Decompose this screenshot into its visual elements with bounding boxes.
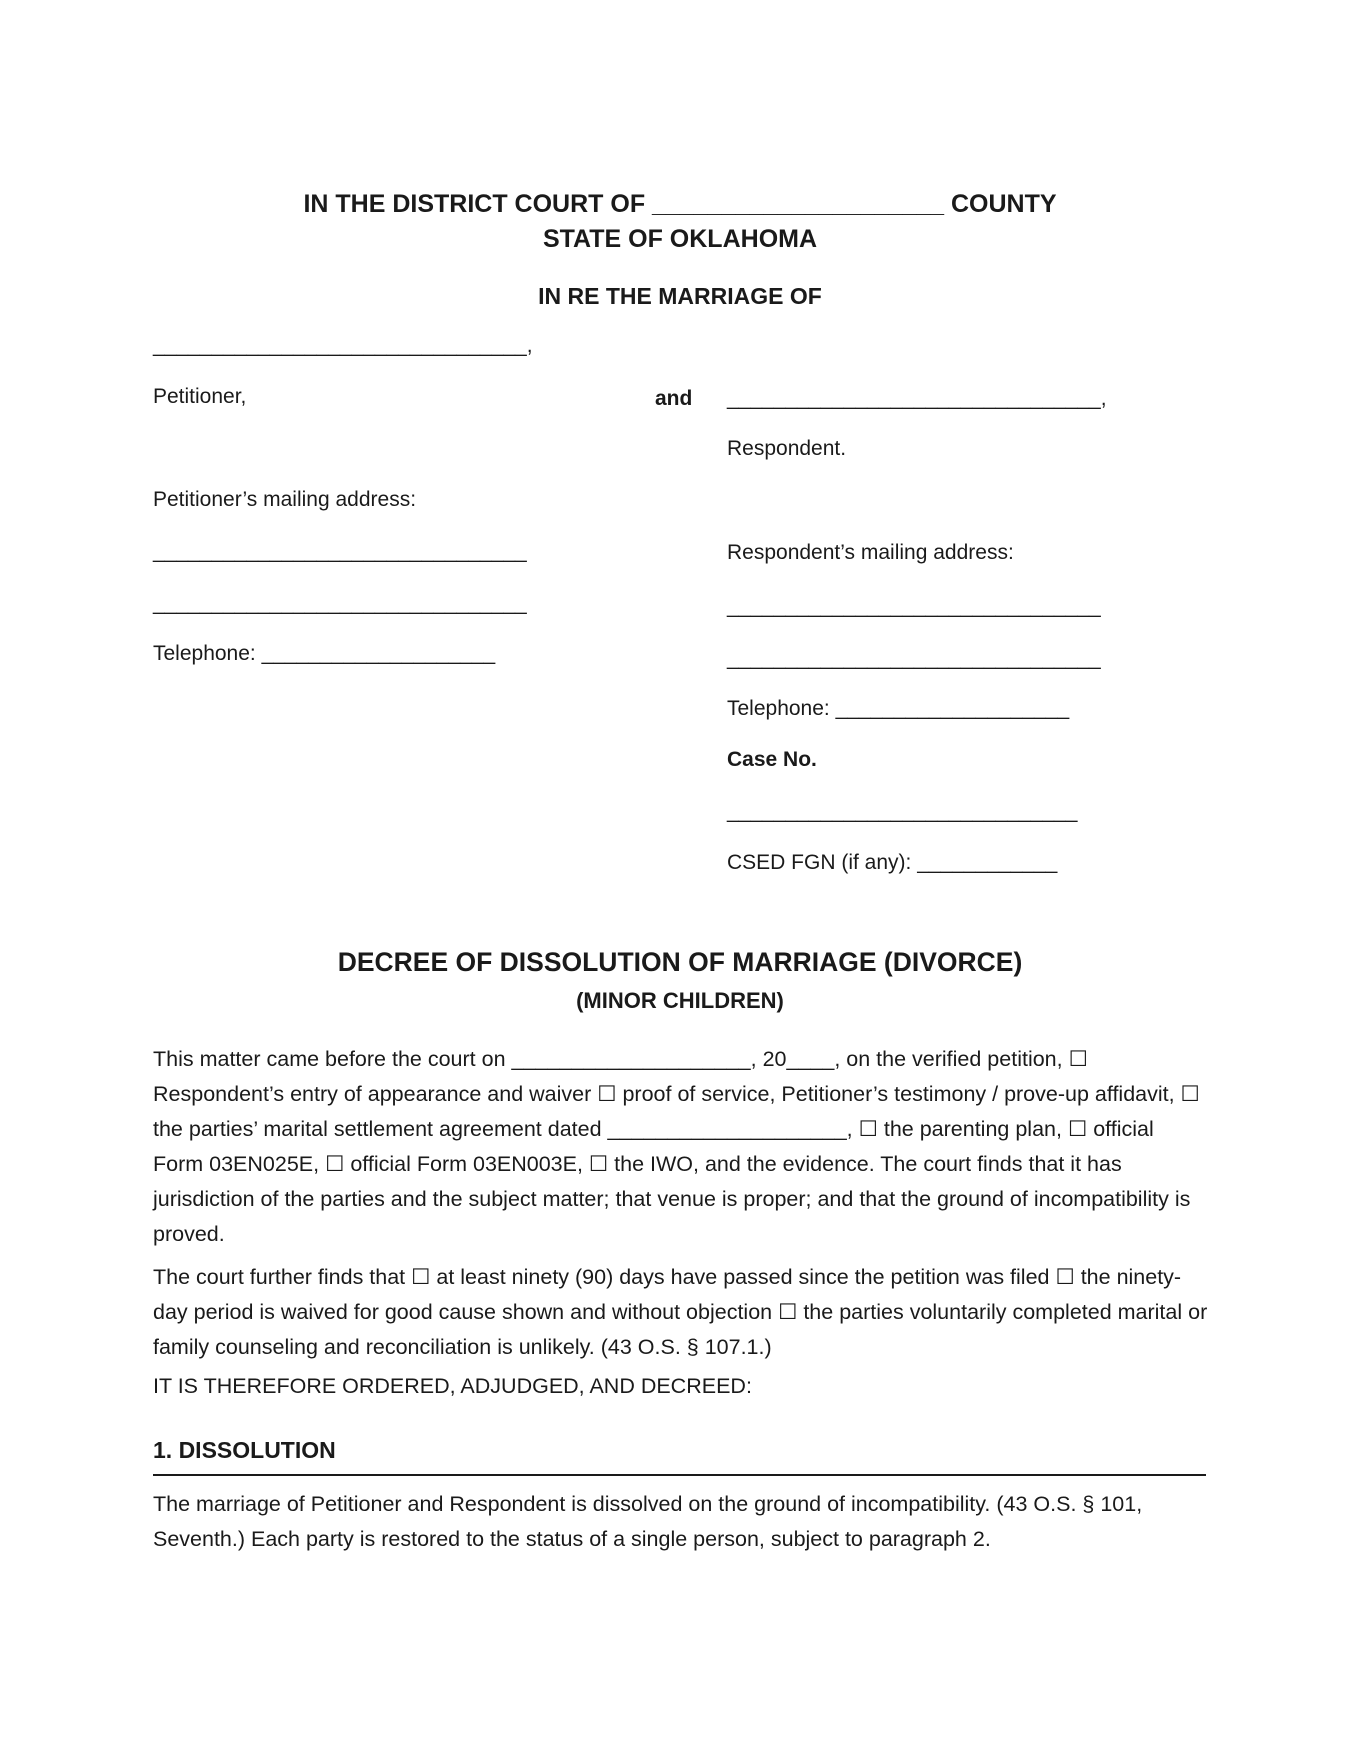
- respondent-telephone-field[interactable]: Telephone: ____________________: [727, 697, 1070, 720]
- ordered-statement: IT IS THEREFORE ORDERED, ADJUDGED, AND DECREED:: [153, 1374, 752, 1398]
- and-label: and: [655, 387, 693, 410]
- waiting-period-paragraph: The court further finds that ☐ at least ninety (90) days have passed since the petition was filed ☐ the ninety-day period is waived for good cause shown and without objection ☐ the parties voluntarily completed marital or family counseling and reconciliation is unlikely. (43 O.S. § 107.1.): [153, 1265, 1208, 1359]
- petitioner-address-line-2[interactable]: ________________________________: [153, 592, 527, 615]
- state-heading: STATE OF OKLAHOMA: [542, 225, 818, 253]
- respondent-address-line-2[interactable]: ________________________________: [727, 647, 1101, 670]
- case-number-label: Case No.: [727, 748, 817, 771]
- petitioner-telephone-field[interactable]: Telephone: ____________________: [153, 642, 496, 665]
- petitioner-address-line-1[interactable]: ________________________________: [153, 540, 527, 563]
- section-divider: [153, 1474, 1206, 1476]
- petitioner-label: Petitioner,: [153, 385, 247, 408]
- section-1-text: The marriage of Petitioner and Respondent is dissolved on the ground of incompatibility. (43 O.S. § 101, Seventh.) Each party is restored to the status of a single person, subject to paragraph 2.: [153, 1492, 1143, 1551]
- section-1-heading: 1. DISSOLUTION: [153, 1437, 336, 1463]
- decree-subtitle: (MINOR CHILDREN): [576, 988, 784, 1013]
- petitioner-address-label: Petitioner’s mailing address:: [153, 488, 417, 511]
- respondent-name-field[interactable]: ________________________________,: [727, 387, 1107, 410]
- findings-paragraph: This matter came before the court on ____________________, 20____, on the verified petition, ☐ Respondent’s entry of appearance and waiver ☐ proof of service, Petitioner’s testimony / prove-up affidavit, ☐ the parties’ marital settlement agreement dated ____________________, ☐ the parenting plan, ☐ official Form 03EN025E, ☐ official Form 03EN003E, ☐ the IWO, and the evidence. The court finds that it has jurisdiction of the parties and the subject matter; that venue is proper; and that the ground of incompatibility is proved.: [153, 1047, 1200, 1246]
- court-heading: IN THE DISTRICT COURT OF _____________________ COUNTY: [303, 190, 1057, 218]
- csed-fgn-field[interactable]: CSED FGN (if any): ____________: [727, 851, 1058, 874]
- respondent-address-label: Respondent’s mailing address:: [727, 541, 1014, 564]
- respondent-label: Respondent.: [727, 437, 847, 460]
- decree-title: DECREE OF DISSOLUTION OF MARRIAGE (DIVORCE): [337, 947, 1023, 977]
- case-number-field[interactable]: ______________________________: [727, 800, 1078, 823]
- petitioner-name-field[interactable]: ________________________________,: [153, 334, 533, 357]
- respondent-address-line-1[interactable]: ________________________________: [727, 595, 1101, 618]
- in-re-heading: IN RE THE MARRIAGE OF: [538, 283, 822, 309]
